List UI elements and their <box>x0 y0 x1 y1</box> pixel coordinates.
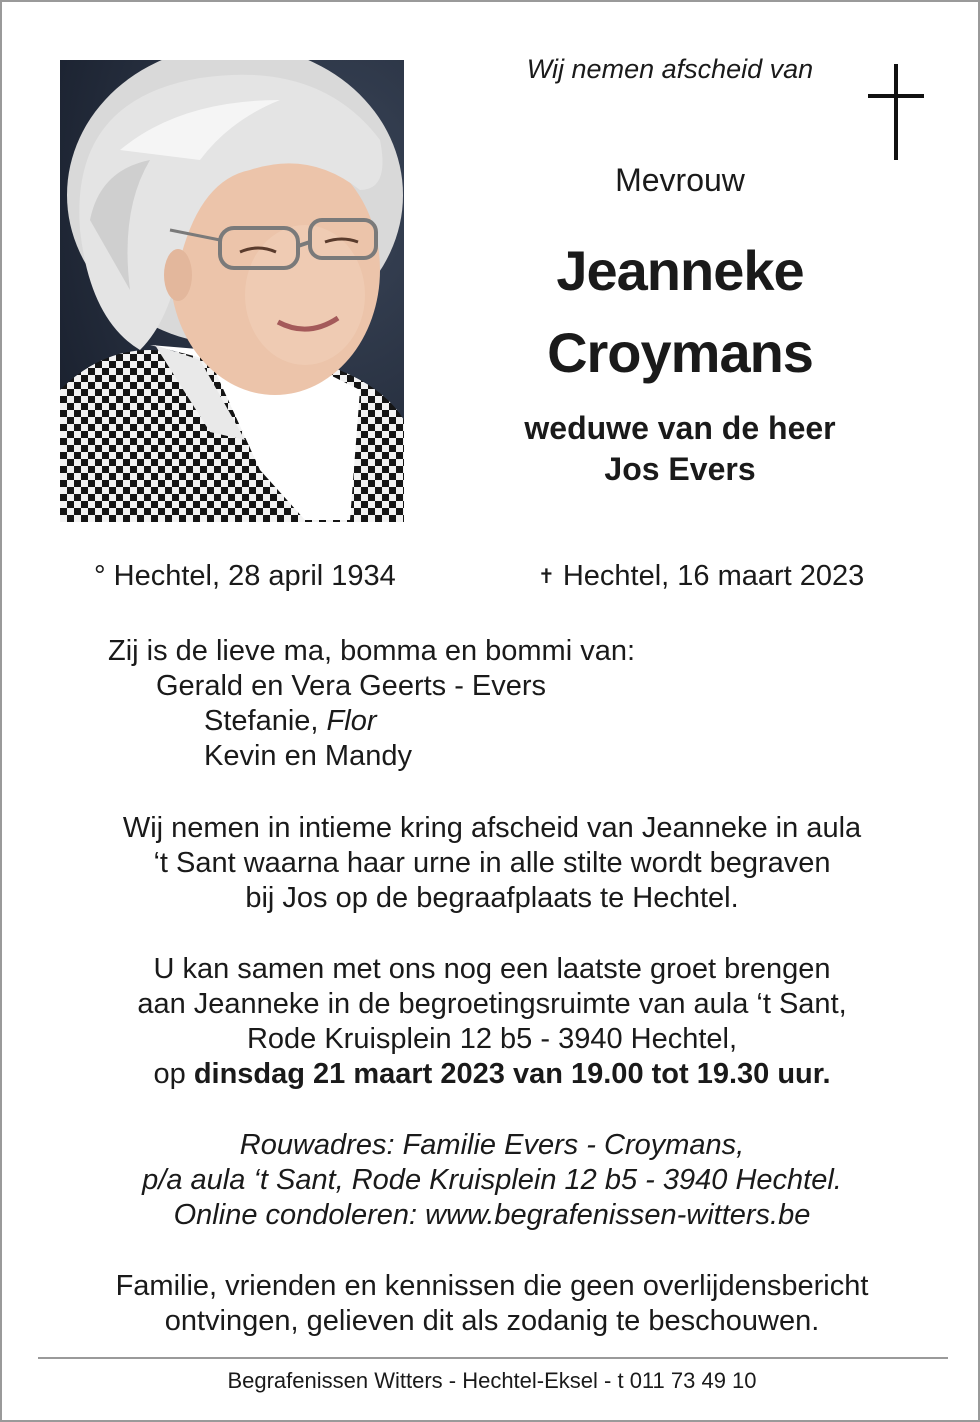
family-member: Gerald en Vera Geerts - Evers <box>156 670 547 702</box>
family-member-name-italic: Flor <box>326 705 377 737</box>
visit-line <box>62 1057 922 1092</box>
notice-paragraph <box>62 1269 922 1339</box>
widow-line: weduwe van de heer <box>524 410 836 446</box>
family-intro: Zij is de lieve ma, bomma en bommi van: <box>108 635 636 667</box>
intro-text: Wij nemen afscheid van <box>526 54 814 84</box>
death-date <box>538 560 864 593</box>
notice-line: Familie, vrienden en kennissen die geen overlijdensbericht <box>115 1270 869 1302</box>
farewell-line: ‘t Sant waarna haar urne in alle stilte wordt begraven <box>153 847 831 879</box>
deceased-name <box>412 230 948 394</box>
family-member: Kevin en Mandy <box>204 740 412 772</box>
visit-datetime: dinsdag 21 maart 2023 van 19.00 tot 19.30 uur. <box>193 1058 831 1090</box>
visit-line: U kan samen met ons nog een laatste groet brengen <box>153 953 831 985</box>
address-line: Rouwadres: Familie Evers - Croymans, <box>239 1129 745 1161</box>
birth-date: ° Hechtel, 28 april 1934 <box>94 560 396 592</box>
widow-of <box>432 408 928 490</box>
farewell-paragraph <box>62 811 922 916</box>
condolence-link[interactable]: Online condoleren: www.begrafenissen-witters.be <box>173 1199 811 1231</box>
funeral-home-footer: Begrafenissen Witters - Hechtel-Eksel - t 011 73 49 10 <box>227 1368 757 1393</box>
address-paragraph <box>62 1128 922 1233</box>
family-member <box>108 704 635 739</box>
visit-paragraph <box>62 952 922 1092</box>
visit-line: Rode Kruisplein 12 b5 - 3940 Hechtel, <box>246 1023 738 1055</box>
family-list <box>108 634 635 774</box>
farewell-line: bij Jos op de begraafplaats te Hechtel. <box>245 882 739 914</box>
last-name: Croymans <box>547 321 813 384</box>
farewell-line: Wij nemen in intieme kring afscheid van Jeanneke in aula <box>122 812 862 844</box>
portrait-illustration <box>60 60 404 522</box>
address-line: p/a aula ‘t Sant, Rode Kruisplein 12 b5 - 3940 Hechtel. <box>142 1164 842 1196</box>
small-cross-icon: ✝ <box>538 566 555 588</box>
visit-line: aan Jeanneke in de begroetingsruimte van aula ‘t Sant, <box>137 988 847 1020</box>
family-member-name: Stefanie, <box>204 705 327 737</box>
spouse-name: Jos Evers <box>604 451 756 487</box>
death-date-text: Hechtel, 16 maart 2023 <box>562 560 865 592</box>
notice-line: ontvingen, gelieven dit als zodanig te beschouwen. <box>164 1305 820 1337</box>
visit-prefix: op <box>153 1058 194 1090</box>
honorific: Mevrouw <box>615 162 745 198</box>
divider <box>38 1357 948 1359</box>
portrait-photo <box>60 60 404 522</box>
first-name: Jeanneke <box>556 239 804 302</box>
cross-icon <box>868 64 924 160</box>
